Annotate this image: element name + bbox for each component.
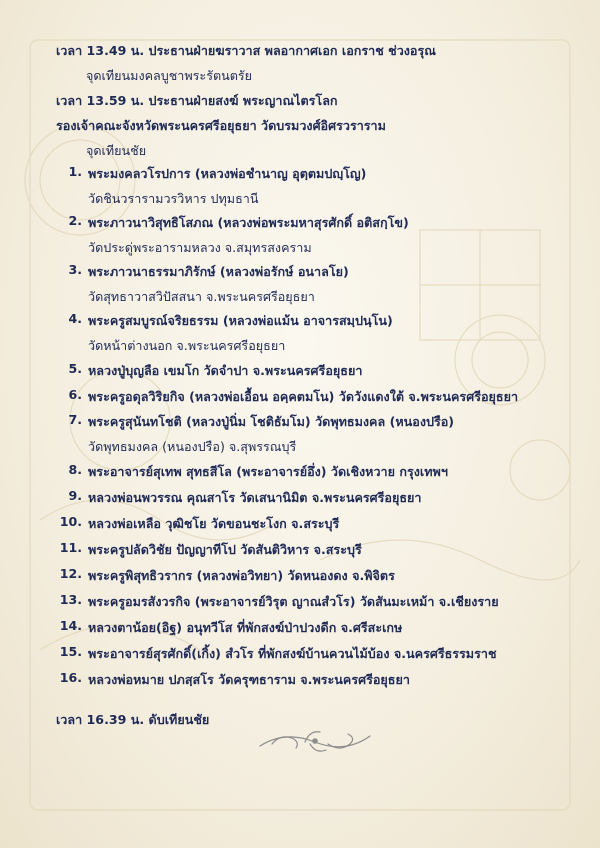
list-item-name: หลวงพ่อหมาย ปภสฺสโร วัดครุฑธาราม จ.พระนครศรีอยุธยา bbox=[88, 672, 410, 687]
list-item-number: 4. bbox=[68, 311, 82, 326]
list-item-number: 8. bbox=[68, 462, 82, 477]
footer-line: เวลา 16.39 น. ดับเทียนชัย bbox=[56, 712, 210, 727]
list-item-name: พระครูอมรสังวรกิจ (พระอาจารย์วิรุต ญาณสํวโร) วัดสันมะเหม้า จ.เชียงราย bbox=[88, 594, 499, 609]
list-item-name: พระอาจารย์สุรศักดิ์(เกิ้ง) สํวโร ที่พักสงฆ์บ้านควนไม้บ้อง จ.นครศรีธรรมราช bbox=[88, 646, 497, 661]
list-item-name: หลวงตาน้อย(อิฐ) อนุทวีโส ที่พักสงฆ์ป่าปวงดีก จ.ศรีสะเกษ bbox=[88, 620, 403, 635]
list-item-name: พระครูสมบูรณ์จริยธรรม (หลวงพ่อแม้น อาจารสมฺปนฺโน) bbox=[88, 313, 393, 328]
list-item-name: พระอาจารย์สุเทพ สุทธสีโล (พระอาจารย์อึ่ง) วัดเชิงหวาย กรุงเทพฯ bbox=[88, 464, 448, 479]
list-item-number: 2. bbox=[68, 213, 82, 228]
list-item-number: 13. bbox=[59, 592, 82, 607]
list-item-number: 16. bbox=[59, 670, 82, 685]
header-line-3: เวลา 13.59 น. ประธานฝ่ายสงฆ์ พระญาณไตรโลก bbox=[56, 93, 338, 108]
header-line-5: จุดเทียนชัย bbox=[86, 143, 147, 158]
list-item-name: พระครูพิสุทธิวรากร (หลวงพ่อวิทยา) วัดหนองดง จ.พิจิตร bbox=[88, 568, 395, 583]
list-item-detail: วัดชินวรารามวรวิหาร ปทุมธานี bbox=[88, 191, 259, 206]
list-item-name: พระมงคลวโรปการ (หลวงพ่อชำนาญ อุตฺตมปญฺโญ) bbox=[88, 166, 367, 181]
list-item-detail: วัดสุทธาวาสวิปัสสนา จ.พระนครศรีอยุธยา bbox=[88, 289, 315, 304]
header-line-2: จุดเทียนมงคลบูชาพระรัตนตรัย bbox=[86, 68, 253, 83]
list-item-number: 11. bbox=[59, 540, 82, 555]
list-item-number: 10. bbox=[59, 514, 82, 529]
list-item-name: หลวงพ่อนพวรรณ คุณสาโร วัดเสนานิมิต จ.พระนครศรีอยุธยา bbox=[88, 490, 422, 505]
list-item-name: หลวงปู่บุญลือ เขมโก วัดจำปา จ.พระนครศรีอยุธยา bbox=[88, 363, 363, 378]
list-item-name: พระครูปลัดวิชัย ปัญญาทีโป วัดสันติวิหาร จ.สระบุรี bbox=[88, 542, 362, 557]
list-item-detail: วัดประดู่พระอารามหลวง จ.สมุทรสงคราม bbox=[88, 240, 312, 255]
list-item-number: 1. bbox=[68, 164, 82, 179]
list-item-name: พระภาวนาวิสุทธิโสภณ (หลวงพ่อพระมหาสุรศักดิ์ อติสกฺโข) bbox=[88, 215, 409, 230]
list-item-name: พระครูอดุลวิริยกิจ (หลวงพ่อเอื้อน อคฺคตมโน) วัดวังแดงใต้ จ.พระนครศรีอยุธยา bbox=[88, 389, 519, 404]
header-line-4: รองเจ้าคณะจังหวัดพระนครศรีอยุธยา วัดบรมวงศ์อิศรวราราม bbox=[56, 118, 386, 133]
list-item-name: พระครูสุนันทโชติ (หลวงปู่นิ่ม โชติธัมโม) วัดพุทธมงคล (หนองปรือ) bbox=[88, 414, 455, 429]
list-item-name: หลวงพ่อเหลือ วุฒิชโย วัดขอนชะโงก จ.สระบุรี bbox=[88, 516, 340, 531]
list-item-number: 7. bbox=[68, 412, 82, 427]
header-line-1: เวลา 13.49 น. ประธานฝ่ายฆราวาส พลอากาศเอก เอกราช ช่วงอรุณ bbox=[56, 43, 436, 58]
list-item-number: 6. bbox=[68, 387, 82, 402]
list-item-number: 12. bbox=[59, 566, 82, 581]
list-item-detail: วัดพุทธมงคล (หนองปรือ) จ.สุพรรณบุรี bbox=[88, 439, 297, 454]
list-item-name: พระภาวนาธรรมาภิรักษ์ (หลวงพ่อรักษ์ อนาลโย) bbox=[88, 264, 349, 279]
list-item-number: 15. bbox=[59, 644, 82, 659]
decorative-flourish-icon bbox=[250, 722, 380, 760]
list-item-number: 9. bbox=[68, 488, 82, 503]
list-item-number: 5. bbox=[68, 361, 82, 376]
list-item-detail: วัดหน้าต่างนอก จ.พระนครศรีอยุธยา bbox=[88, 338, 286, 353]
list-item-number: 14. bbox=[59, 618, 82, 633]
list-item-number: 3. bbox=[68, 262, 82, 277]
